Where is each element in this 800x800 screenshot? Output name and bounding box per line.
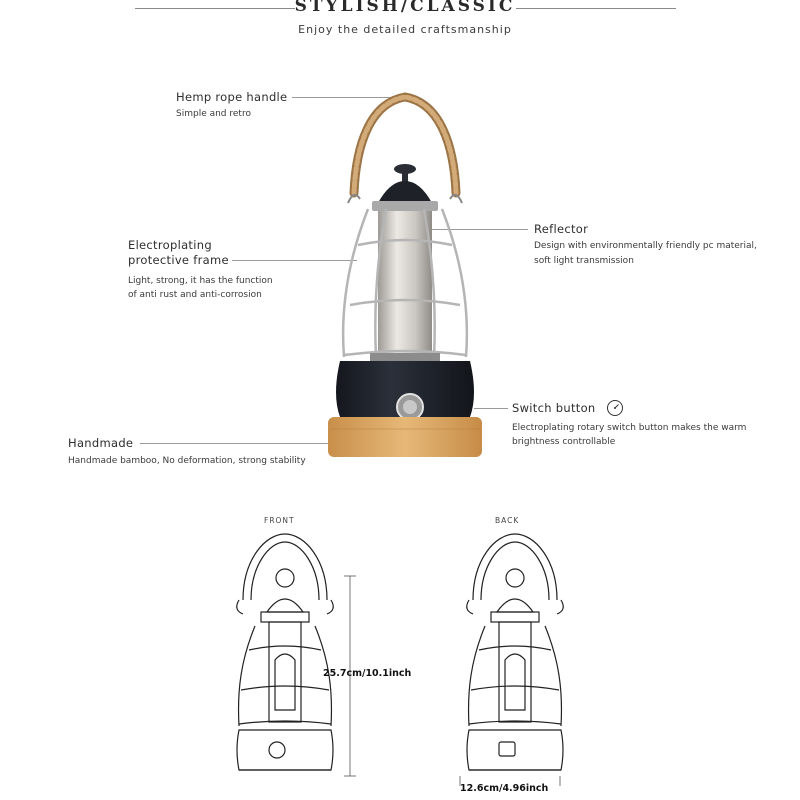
frame-label-line1: Electroplating (128, 238, 212, 252)
page-title: STYLISH/CLASSIC (294, 0, 516, 16)
switch-label: Switch button (512, 401, 596, 415)
reflector-label: Reflector (534, 222, 589, 236)
handmade-description: Handmade bamboo, No deformation, strong stability (68, 456, 306, 466)
reflector-description-line2: soft light transmission (534, 256, 634, 266)
frame-description-line2: of anti rust and anti-corrosion (128, 290, 262, 300)
front-view-label: FRONT (264, 516, 295, 525)
page-subtitle: Enjoy the detailed craftsmanship (298, 23, 512, 36)
switch-description-line1: Electroplating rotary switch button makes the warm (512, 423, 747, 433)
power-dial-icon (606, 399, 624, 417)
handle-description: Simple and retro (176, 109, 251, 119)
back-view-drawing (455, 530, 575, 782)
handmade-leader-line (140, 443, 328, 444)
height-dimension: 25.7cm/10.1inch (323, 668, 412, 679)
reflector-description-line1: Design with environmentally friendly pc material, (534, 241, 757, 251)
handle-label: Hemp rope handle (176, 90, 288, 104)
front-view-drawing (225, 530, 345, 782)
handmade-label: Handmade (68, 436, 134, 450)
width-dimension: 12.6cm/4.96inch (460, 783, 549, 794)
switch-description-line2: brightness controllable (512, 437, 616, 447)
back-view-label: BACK (495, 516, 520, 525)
frame-description-line1: Light, strong, it has the function (128, 276, 273, 286)
frame-label-line2: protective frame (128, 253, 229, 267)
lantern-product-image (320, 85, 490, 465)
